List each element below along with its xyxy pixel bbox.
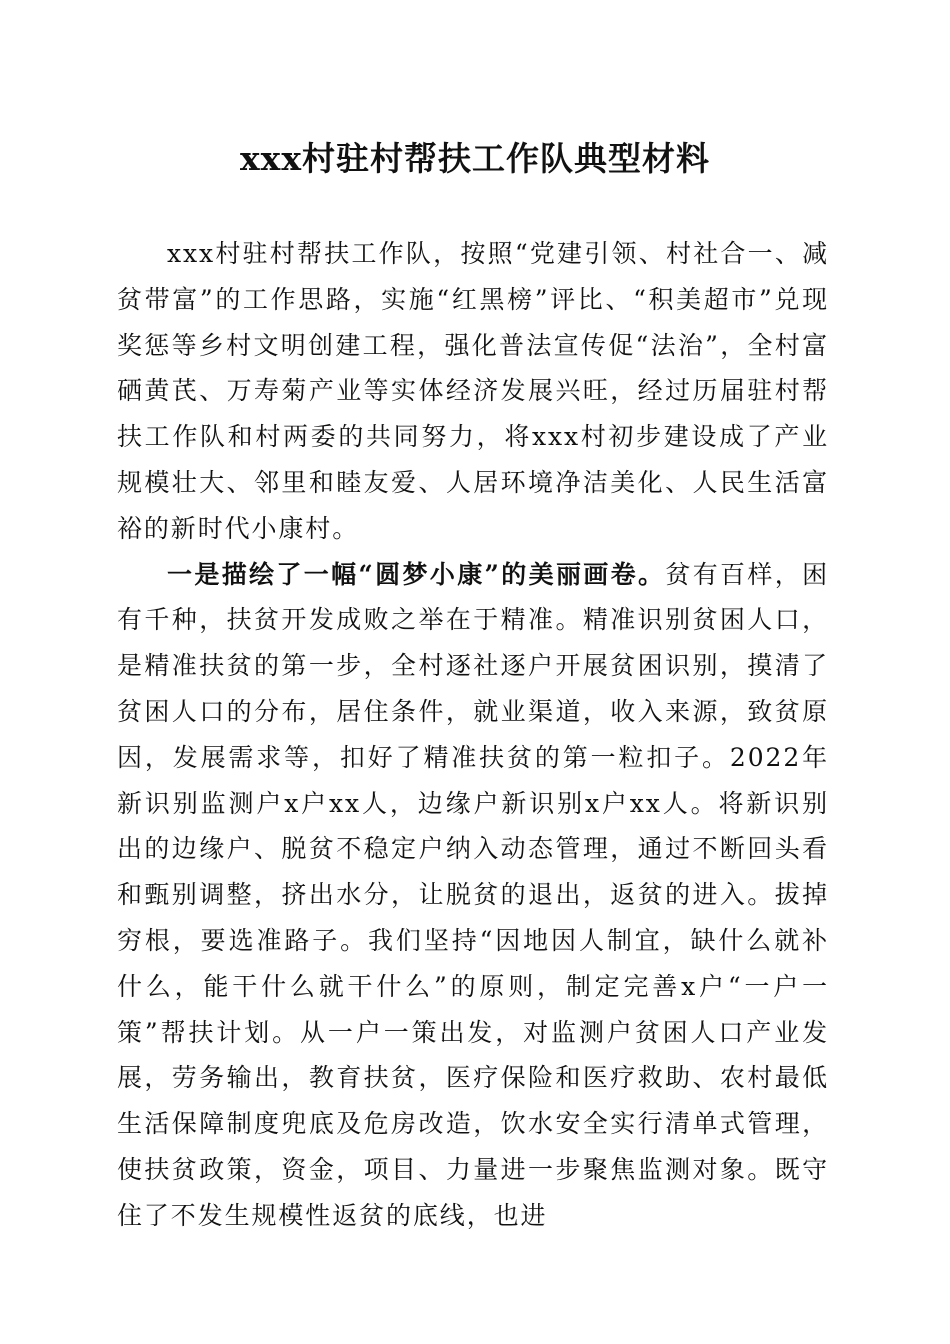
section-one-text: 贫有百样，困有千种，扶贫开发成败之举在于精准。精准识别贫困人口，是精准扶贫的第一步，全村逐社逐户开展贫困识别，摸清了贫困人口的分布，居住条件，就业渠道，收入来源，致贫原因，发展需求等，扣好了精准扶贫的第一粒扣子。2022年新识别监测户x户xx人，边缘户新识别x户xx人。将新识别出的边缘户、脱贫不稳定户纳入动态管理，通过不断回头看和甄别调整，挤出水分，让脱贫的退出，返贫的进入。拔掉穷根，要选准路子。我们坚持“因地因人制宜，缺什么就补什么，能干什么就干什么”的原则，制定完善x户“一户一策”帮扶计划。从一户一策出发，对监测户贫困人口产业发展，劳务输出，教育扶贫，医疗保险和医疗救助、农村最低生活保障制度兜底及危房改造，饮水安全实行清单式管理，使扶贫政策，资金，项目、力量进一步聚焦监测对象。既守住了不发生规模性返贫的底线，也进 [117, 559, 829, 1230]
document-title: xxx村驻村帮扶工作队典型材料 [239, 139, 711, 178]
document-body [117, 231, 829, 1239]
intro-paragraph-text: xxx村驻村帮扶工作队，按照“党建引领、村社合一、减贫带富”的工作思路，实施“红黑榜”评比、“积美超市”兑现奖惩等乡村文明创建工程，强化普法宣传促“法治”，全村富硒黄芪、万寿菊产业等实体经济发展兴旺，经过历届驻村帮扶工作队和村两委的共同努力，将xxx村初步建设成了产业规模壮大、邻里和睦友爱、人居环境净洁美化、人民生活富裕的新时代小康村。 [117, 239, 829, 543]
section-one-paragraph [117, 552, 829, 1239]
section-one-lead: 一是描绘了一幅“圆梦小康”的美丽画卷。 [167, 559, 666, 589]
intro-paragraph [117, 231, 829, 552]
